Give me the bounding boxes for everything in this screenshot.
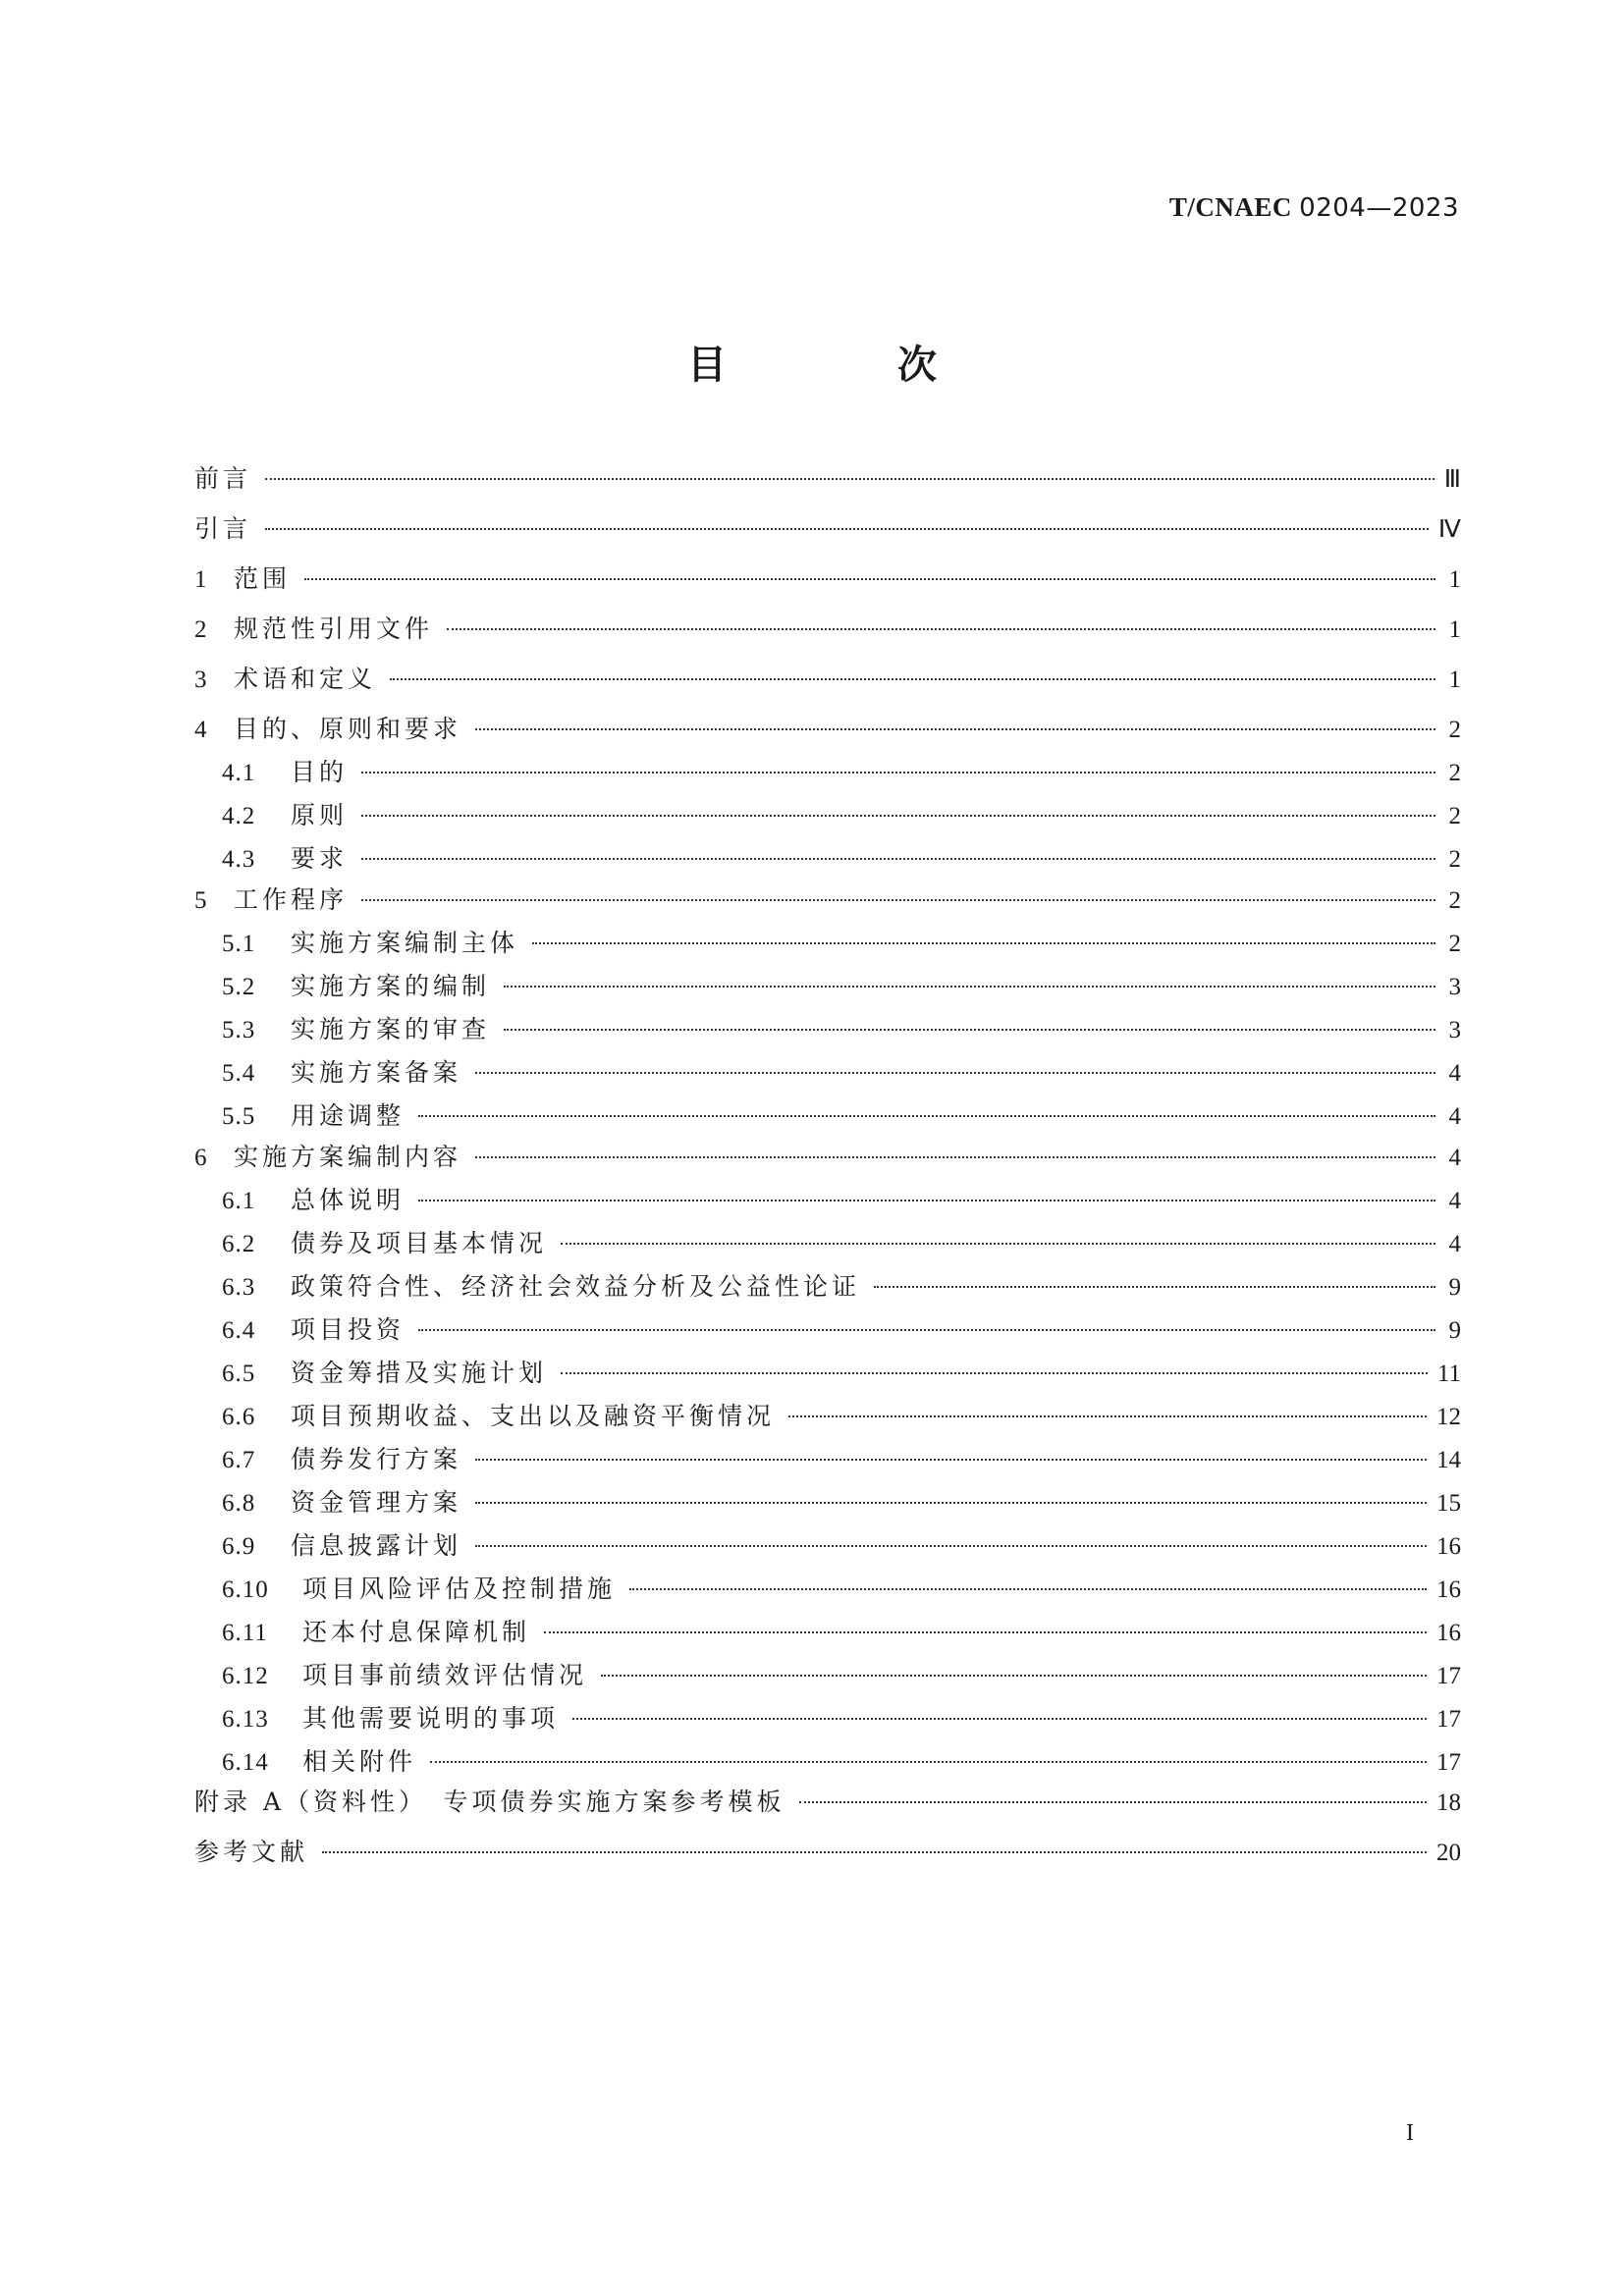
- toc-entry-text: 工作程序: [234, 885, 349, 914]
- toc-entry-number: 5.4: [222, 1060, 256, 1087]
- toc-entry[interactable]: [194, 563, 1461, 596]
- toc-entry-text: 原则: [291, 801, 349, 829]
- toc-entry[interactable]: [194, 884, 1461, 917]
- toc-entry[interactable]: [194, 1014, 1461, 1046]
- toc-entry-text: 附录 A（资料性） 专项债券实施方案参考模板: [194, 1788, 785, 1816]
- toc-entry-text: 要求: [291, 844, 349, 873]
- toc-entry-text: 还本付息保障机制: [302, 1618, 531, 1646]
- toc-entry-page: 17: [1436, 1663, 1461, 1689]
- toc-entry-label: [222, 1746, 416, 1779]
- leader-dots: [265, 478, 1435, 480]
- toc-entry-number: 4.1: [222, 760, 256, 786]
- toc-entry-page: 16: [1436, 1576, 1461, 1603]
- toc-entry[interactable]: [194, 1228, 1461, 1260]
- toc-entry-label: [194, 463, 251, 495]
- toc-entry-text: 前言: [194, 464, 252, 493]
- toc-entry-text: 实施方案编制主体: [291, 929, 519, 957]
- toc-entry-text: 相关附件: [302, 1747, 417, 1776]
- leader-dots: [304, 578, 1435, 580]
- leader-dots: [544, 1631, 1427, 1633]
- toc-entry-label: [222, 1314, 405, 1347]
- toc-entry-text: 资金筹措及实施计划: [291, 1359, 548, 1387]
- toc-entry-label: [222, 1185, 405, 1217]
- toc-entry-label: [194, 614, 433, 646]
- toc-entry-number: 4.2: [222, 803, 256, 829]
- toc-entry-page: Ⅲ: [1443, 466, 1461, 493]
- toc-entry-text: 术语和定义: [234, 665, 377, 693]
- leader-dots: [418, 1329, 1435, 1331]
- leader-dots: [532, 942, 1435, 944]
- toc-entry-page: 4: [1448, 1231, 1461, 1257]
- toc-entry-label: [194, 884, 348, 917]
- page-title: 目 次: [687, 343, 1015, 388]
- toc-entry[interactable]: [194, 714, 1461, 746]
- toc-entry-number: 5.2: [222, 974, 256, 1000]
- toc-entry-page: 17: [1436, 1706, 1461, 1733]
- toc-entry[interactable]: [194, 1057, 1461, 1090]
- toc-entry[interactable]: [194, 1746, 1461, 1779]
- toc-entry-label: [222, 1057, 461, 1090]
- toc-entry-text: 其他需要说明的事项: [302, 1704, 560, 1733]
- toc-entry-page: 2: [1448, 717, 1461, 743]
- leader-dots: [629, 1588, 1427, 1590]
- toc-entry-page: 18: [1436, 1789, 1461, 1816]
- toc-entry-text: 实施方案的编制: [291, 972, 491, 1000]
- toc-entry[interactable]: [194, 1401, 1461, 1433]
- toc-entry[interactable]: [194, 1142, 1461, 1174]
- toc-entry-label: [194, 1837, 308, 1868]
- toc-entry-text: 范围: [234, 564, 292, 593]
- toc-entry-label: [222, 1014, 490, 1046]
- toc-entry-text: 政策符合性、经济社会效益分析及公益性论证: [291, 1272, 861, 1301]
- toc-entry[interactable]: [194, 1837, 1461, 1869]
- leader-dots: [572, 1718, 1427, 1720]
- toc-entry-label: [222, 1660, 587, 1692]
- toc-entry-number: 6.2: [222, 1231, 256, 1257]
- leader-dots: [447, 628, 1435, 630]
- toc-entry-number: 2: [194, 616, 208, 643]
- toc-entry-page: 3: [1448, 1017, 1461, 1043]
- toc-entry[interactable]: [194, 1530, 1461, 1563]
- toc-entry-text: 项目风险评估及控制措施: [302, 1575, 617, 1603]
- toc-entry-number: 6.1: [222, 1188, 256, 1214]
- toc-entry-label: [194, 1142, 461, 1174]
- toc-entry-number: 3: [194, 667, 208, 693]
- toc-entry-page: 2: [1448, 887, 1461, 914]
- toc-entry-page: 1: [1448, 667, 1461, 693]
- standard-prefix: T/CNAEC: [1168, 192, 1292, 222]
- toc-entry-number: 6.4: [222, 1317, 256, 1344]
- toc-entry[interactable]: [194, 1185, 1461, 1217]
- toc-entry[interactable]: [194, 1703, 1461, 1735]
- toc-entry[interactable]: [194, 1314, 1461, 1347]
- leader-dots: [475, 1545, 1427, 1547]
- leader-dots: [390, 678, 1435, 680]
- toc-entry-label: [222, 1271, 860, 1304]
- leader-dots: [475, 1459, 1427, 1461]
- leader-dots: [475, 1502, 1427, 1504]
- toc-entry[interactable]: [194, 1444, 1461, 1476]
- toc-entry[interactable]: [194, 800, 1461, 832]
- toc-entry-text: 债券发行方案: [291, 1445, 462, 1473]
- toc-entry-label: [222, 1487, 461, 1520]
- toc-entry-text: 实施方案的审查: [291, 1015, 491, 1043]
- toc-entry-page: 1: [1448, 566, 1461, 593]
- toc-entry-text: 项目投资: [291, 1315, 406, 1344]
- toc-entry[interactable]: [194, 1358, 1461, 1390]
- toc-entry-number: 5: [194, 887, 208, 914]
- toc-entry[interactable]: [194, 843, 1461, 876]
- toc-entry[interactable]: [194, 1617, 1461, 1649]
- toc-entry-number: 5.5: [222, 1103, 256, 1130]
- toc-entry-page: 2: [1448, 846, 1461, 873]
- toc-entry-label: [222, 1530, 461, 1563]
- toc-entry-page: 4: [1448, 1060, 1461, 1087]
- toc-entry-text: 用途调整: [291, 1101, 406, 1130]
- toc-entry-text: 信息披露计划: [291, 1531, 462, 1560]
- toc-entry[interactable]: [194, 664, 1461, 696]
- toc-entry-text: 引言: [194, 514, 252, 543]
- toc-entry-page: 9: [1448, 1317, 1461, 1344]
- toc-entry-number: 6.8: [222, 1490, 256, 1517]
- toc-entry[interactable]: [194, 971, 1461, 1003]
- toc-entry-label: [222, 1358, 547, 1390]
- toc-entry-page: 14: [1436, 1447, 1461, 1473]
- toc-entry-number: 6.10: [222, 1576, 269, 1603]
- leader-dots: [504, 986, 1435, 988]
- toc-entry-number: 4.3: [222, 846, 256, 873]
- toc-entry-page: 3: [1448, 974, 1461, 1000]
- toc-entry-number: 1: [194, 566, 208, 593]
- toc-entry[interactable]: [194, 1787, 1461, 1819]
- toc-entry-label: [194, 714, 461, 746]
- toc-entry[interactable]: [194, 928, 1461, 960]
- toc-entry-page: 1: [1448, 616, 1461, 643]
- leader-dots: [361, 772, 1435, 774]
- toc-entry[interactable]: [194, 513, 1461, 546]
- toc-entry-text: 目的: [291, 758, 349, 786]
- toc-entry-text: 资金管理方案: [291, 1488, 462, 1517]
- toc-entry-number: 6.9: [222, 1533, 256, 1560]
- toc-entry-text: 债券及项目基本情况: [291, 1229, 548, 1257]
- toc-entry[interactable]: [194, 1574, 1461, 1606]
- toc-entry[interactable]: [194, 1100, 1461, 1133]
- toc-entry-label: [222, 1617, 530, 1649]
- toc-entry-number: 6: [194, 1145, 208, 1171]
- toc-entry-number: 6.5: [222, 1361, 256, 1387]
- toc-entry-label: [222, 757, 348, 789]
- toc-entry-label: [222, 971, 490, 1003]
- toc-entry-label: [222, 1228, 547, 1260]
- leader-dots: [874, 1286, 1435, 1288]
- toc-entry-number: 6.13: [222, 1706, 269, 1733]
- toc-entry-number: 6.14: [222, 1749, 269, 1776]
- toc-entry[interactable]: [194, 757, 1461, 789]
- toc-entry-label: [222, 1574, 616, 1606]
- leader-dots: [504, 1029, 1435, 1031]
- toc-entry-page: Ⅳ: [1437, 516, 1461, 543]
- toc-entry-label: [194, 1787, 785, 1818]
- toc-entry-text: 规范性引用文件: [234, 614, 434, 643]
- toc-entry-text: 总体说明: [291, 1186, 406, 1214]
- leader-dots: [788, 1415, 1427, 1417]
- toc-entry-text: 实施方案编制内容: [234, 1143, 462, 1171]
- leader-dots: [601, 1675, 1427, 1677]
- toc-entry-text: 项目预期收益、支出以及融资平衡情况: [291, 1402, 776, 1430]
- leader-dots: [418, 1115, 1435, 1117]
- leader-dots: [361, 815, 1435, 817]
- toc-entry-text: 参考文献: [194, 1838, 309, 1866]
- toc-entry-label: [194, 513, 251, 545]
- toc-entry-number: 6.12: [222, 1663, 269, 1689]
- toc-entry-text: 实施方案备案: [291, 1058, 462, 1087]
- leader-dots: [475, 728, 1435, 730]
- toc-entry-label: [222, 800, 348, 832]
- toc-entry[interactable]: [194, 463, 1461, 496]
- toc-entry[interactable]: [194, 1271, 1461, 1304]
- toc-entry-number: 6.6: [222, 1404, 256, 1430]
- toc-entry-label: [194, 664, 376, 696]
- page-number: I: [1406, 2120, 1414, 2146]
- leader-dots: [561, 1372, 1428, 1374]
- leader-dots: [799, 1801, 1427, 1803]
- leader-dots: [430, 1761, 1427, 1763]
- leader-dots: [561, 1243, 1435, 1245]
- toc-entry-page: 11: [1436, 1361, 1461, 1387]
- toc-entry-page: 2: [1448, 803, 1461, 829]
- toc-entry-number: 5.1: [222, 931, 256, 957]
- toc-entry-page: 4: [1448, 1103, 1461, 1130]
- leader-dots: [322, 1851, 1427, 1853]
- toc-entry-page: 4: [1448, 1145, 1461, 1171]
- toc-entry-page: 15: [1436, 1490, 1461, 1517]
- toc-entry-number: 6.7: [222, 1447, 256, 1473]
- toc-entry-label: [222, 1100, 405, 1133]
- toc-entry-page: 12: [1436, 1404, 1461, 1430]
- toc-entry-page: 20: [1436, 1840, 1461, 1866]
- leader-dots: [265, 528, 1429, 530]
- toc-entry-page: 9: [1448, 1274, 1461, 1301]
- toc-entry-label: [222, 1401, 775, 1433]
- toc-entry-number: 6.3: [222, 1274, 256, 1301]
- toc-entry-number: 5.3: [222, 1017, 256, 1043]
- toc-entry-label: [222, 843, 348, 876]
- toc-entry-page: 16: [1436, 1533, 1461, 1560]
- toc-entry-page: 4: [1448, 1188, 1461, 1214]
- toc-entry-label: [194, 563, 291, 596]
- toc-entry-page: 2: [1448, 760, 1461, 786]
- standard-code: [1169, 192, 1459, 223]
- leader-dots: [418, 1200, 1435, 1201]
- toc-entry-page: 16: [1436, 1620, 1461, 1646]
- leader-dots: [361, 899, 1435, 901]
- leader-dots: [361, 858, 1435, 860]
- toc-entry-number: 6.11: [222, 1620, 268, 1646]
- toc-entry[interactable]: [194, 1660, 1461, 1692]
- toc-entry-page: 2: [1448, 931, 1461, 957]
- toc-entry-text: 目的、原则和要求: [234, 715, 462, 743]
- toc-entry-number: 4: [194, 717, 208, 743]
- leader-dots: [475, 1156, 1435, 1158]
- toc-entry-text: 项目事前绩效评估情况: [302, 1661, 588, 1689]
- toc-entry[interactable]: [194, 614, 1461, 646]
- toc-entry-label: [222, 1703, 559, 1735]
- leader-dots: [475, 1072, 1435, 1074]
- standard-number: 0204—2023: [1299, 193, 1459, 223]
- toc-entry-label: [222, 1444, 461, 1476]
- toc-entry-page: 17: [1436, 1749, 1461, 1776]
- toc-entry-label: [222, 928, 518, 960]
- toc-entry[interactable]: [194, 1487, 1461, 1520]
